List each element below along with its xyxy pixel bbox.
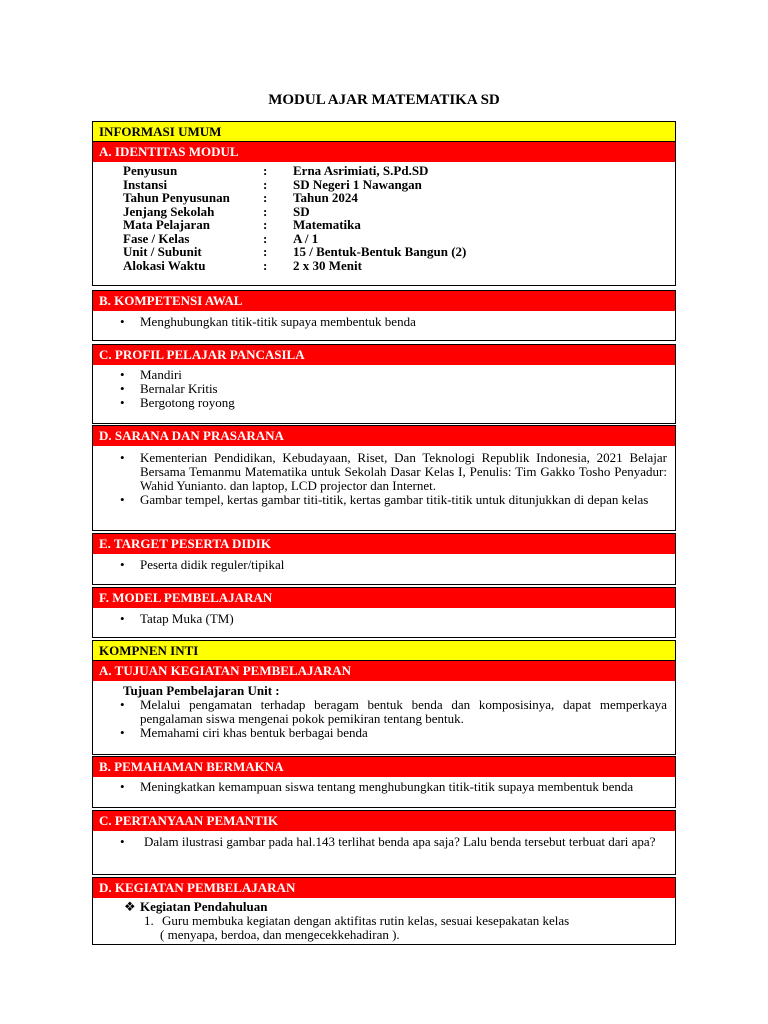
list-item: • Peserta didik reguler/tipikal — [114, 558, 667, 572]
list-item: • Menghubungkan titik-titik supaya membentuk benda — [114, 315, 667, 329]
komponen-inti-header: KOMPNEN INTI — [93, 641, 675, 661]
identitas-header: A. IDENTITAS MODUL — [93, 142, 675, 162]
list-item: • Kementerian Pendidikan, Kebudayaan, Riset, Dan Teknologi Republik Indonesia, 2021 Belajar Bersama Temanmu Matematika untuk Sekolah Dasar Kelas I, Penulis: Tim Gakko Tosho Penyadur: Wahid Yunianto. dan laptop, LCD projector dan Internet. — [114, 451, 667, 493]
kegiatan-subtitle-row — [114, 900, 667, 914]
list-item: • Gambar tempel, kertas gambar titi-titik, kertas gambar titik-titik untuk ditunjukkan di depan kelas — [114, 493, 667, 507]
kegiatan-subtitle: Kegiatan Pendahuluan — [140, 899, 268, 914]
info-row: Unit / Subunit : 15 / Bentuk-Bentuk Bangun (2) — [123, 244, 467, 259]
info-row: Jenjang Sekolah : SD — [123, 203, 310, 219]
list-item: • Mandiri — [114, 368, 667, 382]
kompetensi-section — [92, 290, 676, 341]
kegiatan-section — [92, 877, 676, 945]
info-row: Instansi : SD Negeri 1 Nawangan — [123, 176, 422, 192]
tujuan-subtitle: Tujuan Pembelajaran Unit : — [123, 683, 280, 698]
model-header: F. MODEL PEMBELAJARAN — [93, 588, 675, 608]
info-row: Penyusun : Erna Asrimiati, S.Pd.SD — [123, 163, 429, 178]
list-item: • Dalam ilustrasi gambar pada hal.143 terlihat benda apa saja? Lalu benda tersebut terbuat dari apa? — [114, 835, 667, 849]
list-item: • Melalui pengamatan terhadap beragam bentuk benda dan komposisinya, dapat memperkaya pengalaman siswa mengenai pokok pemikiran tentang bentuk. — [114, 698, 667, 726]
list-item: • Bergotong royong — [114, 396, 667, 410]
tujuan-section — [92, 640, 676, 755]
profil-header: C. PROFIL PELAJAR PANCASILA — [93, 345, 675, 365]
list-item: • Bernalar Kritis — [114, 382, 667, 396]
info-row: Fase / Kelas : A / 1 — [123, 230, 319, 246]
pertanyaan-section — [92, 810, 676, 875]
pemahaman-section — [92, 756, 676, 808]
target-section — [92, 533, 676, 585]
info-row: Alokasi Waktu : 2 x 30 Menit — [123, 257, 362, 273]
kompetensi-header: B. KOMPETENSI AWAL — [93, 291, 675, 311]
list-item: • Memahami ciri khas bentuk berbagai benda — [114, 726, 667, 740]
pertanyaan-header: C. PERTANYAAN PEMANTIK — [93, 811, 675, 831]
tujuan-header: A. TUJUAN KEGIATAN PEMBELAJARAN — [93, 661, 675, 681]
identitas-table — [93, 162, 675, 272]
numbered-step: 1. Guru membuka kegiatan dengan aktifitas rutin kelas, sesuai kesepakatan kelas — [144, 913, 570, 928]
target-header: E. TARGET PESERTA DIDIK — [93, 534, 675, 554]
pemahaman-header: B. PEMAHAMAN BERMAKNA — [93, 757, 675, 777]
list-item: • Tatap Muka (TM) — [114, 612, 667, 626]
numbered-step-continuation: ( menyapa, berdoa, dan mengecekkehadiran ). — [160, 927, 400, 942]
model-section — [92, 587, 676, 638]
informasi-umum-header: INFORMASI UMUM — [93, 122, 675, 142]
sarana-header: D. SARANA DAN PRASARANA — [93, 426, 675, 446]
identitas-section — [92, 121, 676, 286]
kegiatan-header: D. KEGIATAN PEMBELAJARAN — [93, 878, 675, 898]
info-row: Mata Pelajaran : Matematika — [123, 217, 361, 232]
page-title: MODUL AJAR MATEMATIKA SD — [268, 92, 500, 108]
sarana-section — [92, 425, 676, 531]
profil-section — [92, 344, 676, 424]
diamond-bullet-icon: ❖ — [124, 899, 136, 914]
list-item: • Meningkatkan kemampuan siswa tentang menghubungkan titik-titik supaya membentuk benda — [114, 780, 667, 794]
info-row: Tahun Penyusunan : Tahun 2024 — [123, 190, 358, 205]
